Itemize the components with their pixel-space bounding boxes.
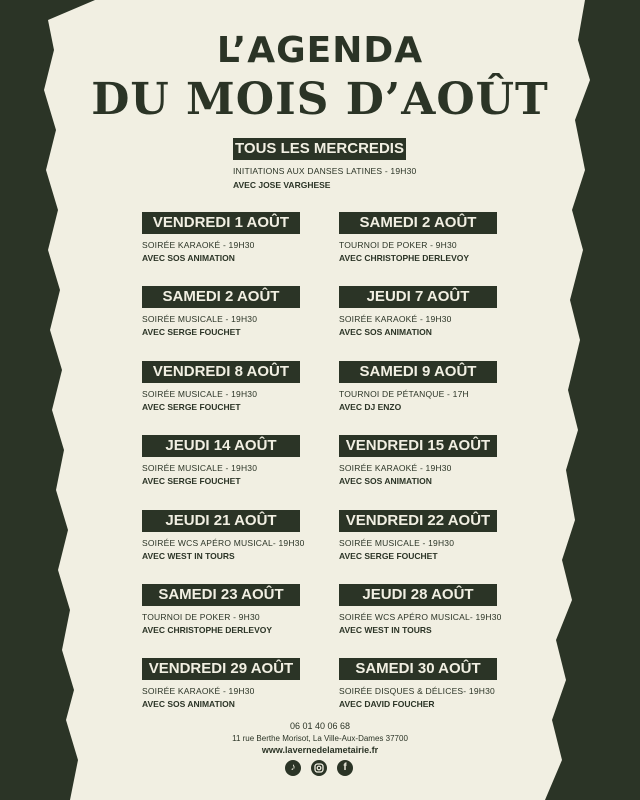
event-description: TOURNOI DE POKER - 9H30 (339, 240, 457, 250)
event-date-badge: VENDREDI 29 AOÛT (142, 658, 300, 680)
instagram-icon[interactable] (311, 760, 327, 776)
weekly-description: INITIATIONS AUX DANSES LATINES - 19H30 (233, 166, 417, 176)
event-host: AVEC SOS ANIMATION (142, 699, 235, 709)
address: 11 rue Berthe Morisot, La Ville-Aux-Dames 37700 (232, 734, 408, 743)
event-host: AVEC SERGE FOUCHET (142, 402, 241, 412)
weekly-badge: TOUS LES MERCREDIS (233, 138, 406, 160)
event-date-badge: JEUDI 7 AOÛT (339, 286, 497, 308)
event-date-badge: SAMEDI 2 AOÛT (142, 286, 300, 308)
event-date-badge: VENDREDI 8 AOÛT (142, 361, 300, 383)
event-description: SOIRÉE KARAOKÉ - 19H30 (142, 686, 255, 696)
event-host: AVEC DAVID FOUCHER (339, 699, 435, 709)
event-host: AVEC SERGE FOUCHET (142, 327, 241, 337)
event-date-badge: JEUDI 21 AOÛT (142, 510, 300, 532)
event-date-badge: SAMEDI 23 AOÛT (142, 584, 300, 606)
event-description: SOIRÉE MUSICALE - 19H30 (142, 463, 258, 473)
event-host: AVEC SOS ANIMATION (339, 476, 432, 486)
event-date-badge: JEUDI 28 AOÛT (339, 584, 497, 606)
event-host: AVEC SERGE FOUCHET (339, 551, 438, 561)
event-date-badge: VENDREDI 15 AOÛT (339, 435, 497, 457)
event-description: SOIRÉE KARAOKÉ - 19H30 (339, 463, 452, 473)
phone-number: 06 01 40 06 68 (289, 721, 351, 731)
event-date-badge: SAMEDI 2 AOÛT (339, 212, 497, 234)
event-description: SOIRÉE WCS APÉRO MUSICAL- 19H30 (339, 612, 502, 622)
website-link[interactable]: www.lavernedelametairie.fr (261, 745, 379, 755)
event-description: TOURNOI DE POKER - 9H30 (142, 612, 260, 622)
event-description: SOIRÉE KARAOKÉ - 19H30 (142, 240, 255, 250)
event-description: SOIRÉE MUSICALE - 19H30 (142, 314, 258, 324)
event-host: AVEC SOS ANIMATION (339, 327, 432, 337)
event-description: SOIRÉE MUSICALE - 19H30 (142, 389, 258, 399)
event-host: AVEC CHRISTOPHE DERLEVOY (142, 625, 273, 635)
title-line-1: L’AGENDA (216, 30, 424, 71)
event-host: AVEC WEST IN TOURS (339, 625, 432, 635)
title-line-2: DU MOIS D’AOÛT (91, 74, 549, 125)
facebook-icon[interactable]: f (337, 760, 353, 776)
event-description: SOIRÉE DISQUES & DÉLICES- 19H30 (339, 686, 495, 696)
event-date-badge: VENDREDI 22 AOÛT (339, 510, 497, 532)
weekly-host: AVEC JOSE VARGHESE (233, 180, 331, 190)
tiktok-icon[interactable]: ♪ (285, 760, 301, 776)
event-host: AVEC SERGE FOUCHET (142, 476, 241, 486)
event-host: AVEC SOS ANIMATION (142, 253, 235, 263)
event-description: SOIRÉE MUSICALE - 19H30 (339, 538, 455, 548)
event-host: AVEC CHRISTOPHE DERLEVOY (339, 253, 470, 263)
event-host: AVEC DJ ENZO (339, 402, 402, 412)
event-date-badge: VENDREDI 1 AOÛT (142, 212, 300, 234)
event-date-badge: SAMEDI 9 AOÛT (339, 361, 497, 383)
event-date-badge: JEUDI 14 AOÛT (142, 435, 300, 457)
event-date-badge: SAMEDI 30 AOÛT (339, 658, 497, 680)
event-host: AVEC WEST IN TOURS (142, 551, 235, 561)
event-description: SOIRÉE KARAOKÉ - 19H30 (339, 314, 452, 324)
event-description: TOURNOI DE PÉTANQUE - 17H (339, 389, 469, 399)
event-description: SOIRÉE WCS APÉRO MUSICAL- 19H30 (142, 538, 305, 548)
